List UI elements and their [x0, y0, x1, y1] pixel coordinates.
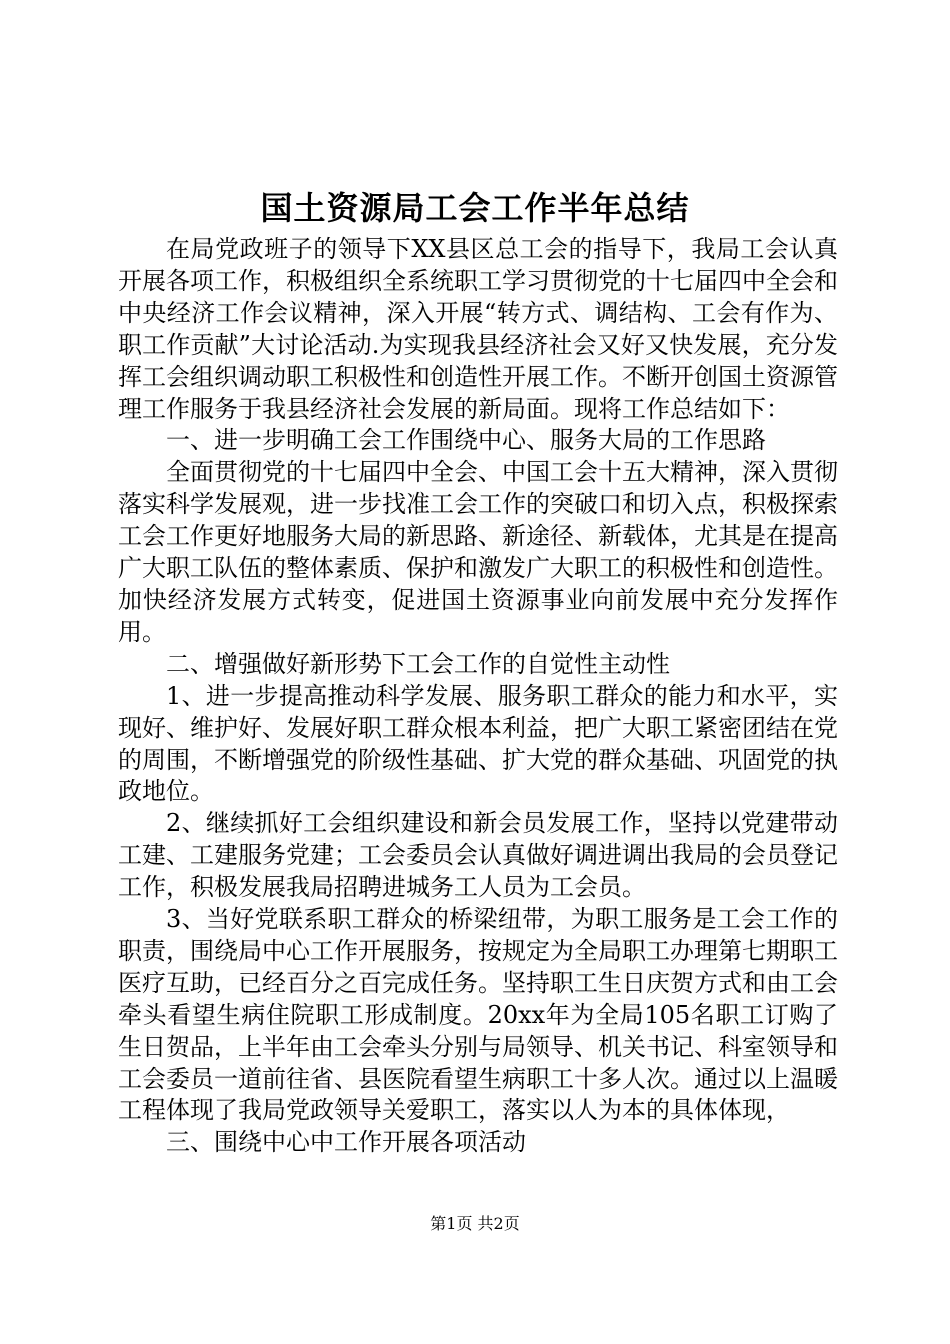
paragraph-item-3: 3、当好党联系职工群众的桥梁纽带，为职工服务是工会工作的职责，围绕局中心工作开展服务，按规定为全局职工办理第七期职工医疗互助，已经百分之百完成任务。坚持职工生日庆贺方式和由工会牵头看望生病住院职工形成制度。20xx年为全局105名职工订购了生日贺品，上半年由工会牵头分别与局领导、机关书记、科室领导和工会委员一道前往省、县医院看望生病职工十多人次。通过以上温暖工程体现了我局党政领导关爱职工，落实以人为本的具体体现，	[118, 905, 838, 1125]
paragraph-section-1: 全面贯彻党的十七届四中全会、中国工会十五大精神，深入贯彻落实科学发展观，进一步找准工会工作的突破口和切入点，积极探索工会工作更好地服务大局的新思路、新途径、新载体，尤其是在提高广大职工队伍的整体素质、保护和激发广大职工的积极性和创造性。加快经济发展方式转变，促进国土资源事业向前发展中充分发挥作用。	[118, 458, 838, 646]
paragraph-item-2: 2、继续抓好工会组织建设和新会员发展工作，坚持以党建带动工建、工建服务党建；工会委员会认真做好调进调出我局的会员登记工作，积极发展我局招聘进城务工人员为工会员。	[118, 809, 838, 902]
document-title: 国土资源局工会工作半年总结	[260, 189, 690, 227]
section-heading-1: 一、进一步明确工会工作围绕中心、服务大局的工作思路	[166, 426, 766, 455]
paragraph-intro: 在局党政班子的领导下XX县区总工会的指导下，我局工会认真开展各项工作，积极组织全系统职工学习贯彻党的十七届四中全会和中央经济工作会议精神，深入开展“转方式、调结构、工会有作为、职工作贡献”大讨论活动.为实现我县经济社会又好又快发展，充分发挥工会组织调动职工积极性和创造性开展工作。不断开创国土资源管理工作服务于我县经济社会发展的新局面。现将工作总结如下：	[118, 235, 838, 423]
document-body	[118, 234, 838, 1159]
page-number-footer: 第1页 共2页	[430, 1214, 520, 1233]
section-heading-2: 二、增强做好新形势下工会工作的自觉性主动性	[166, 649, 670, 678]
paragraph-item-1: 1、进一步提高推动科学发展、服务职工群众的能力和水平，实现好、维护好、发展好职工群众根本利益，把广大职工紧密团结在党的周围，不断增强党的阶级性基础、扩大党的群众基础、巩固党的执政地位。	[118, 681, 838, 806]
section-heading-3: 三、围绕中心中工作开展各项活动	[166, 1128, 526, 1157]
